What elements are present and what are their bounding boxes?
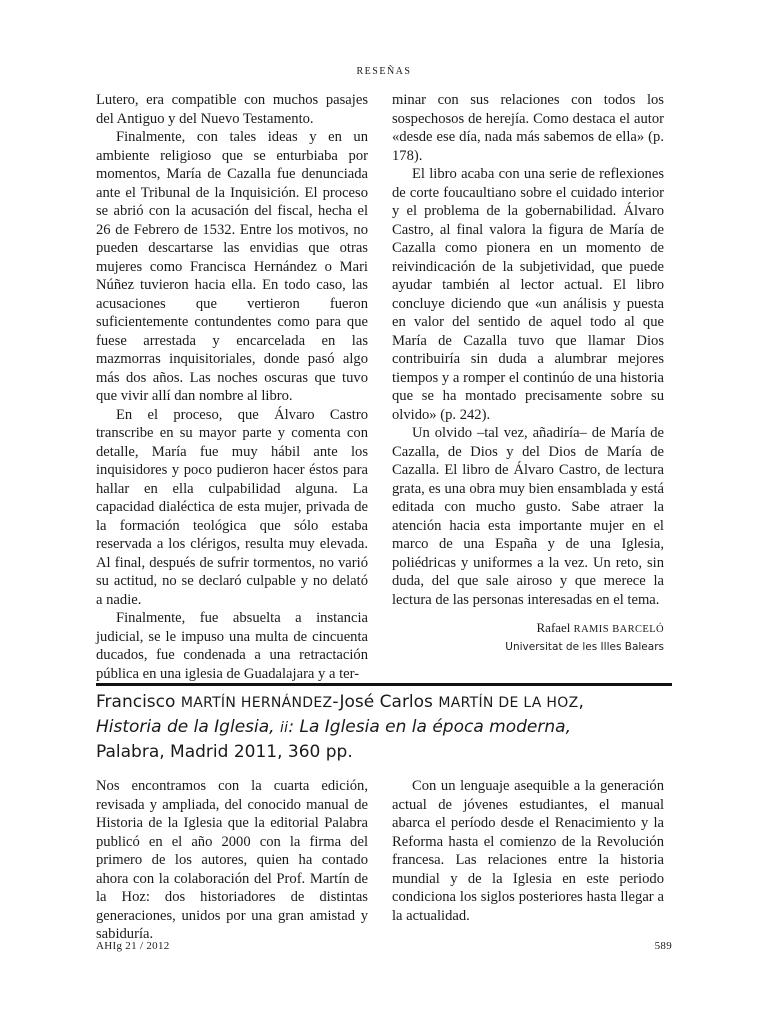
reviewer-name: Rafael RAMIS BARCELÓ bbox=[536, 620, 664, 635]
paragraph: El libro acaba con una serie de reflexiones de corte foucaultiano sobre el cuidado interior y el problema de la gobernabilidad. Álvaro Castro, al final valora la figura de María de Cazalla como pionera en un momento de reivindicación de la subjetividad, que puede ayudar también al lector actual. El libro concluye diciendo que «un análisis y puesta en valor del sentido de aquel todo al que María de Cazalla tuvo que llamar Dios contribuiría sin duda a alumbrar mejores tiempos y a romper el continúo de una historia que se ha montado precisamente sobre su olvido» (p. 242). bbox=[392, 166, 664, 423]
paragraph: Con un lenguaje asequible a la generación actual de jóvenes estudiantes, el manual abarca el período desde el Renacimiento y la Reforma hasta el comienzo de la Revolución francesa. Las relaciones entre la historia mundial y de la Iglesia en este periodo condiciona los siglos posteriores hasta llegar a la actualidad. bbox=[392, 778, 664, 924]
paragraph: Nos encontramos con la cuarta edición, revisada y ampliada, del conocido manual de Historia de la Iglesia que la editorial Palabra publicó en el año 2000 con la firma del primero de los autores, quien ha contado ahora con la colaboración del Prof. Martín de la Hoz: dos historiadores de distintas generaciones, unidos por una gran amistad y sabiduría. bbox=[96, 778, 368, 942]
footer-journal: AHIg 21 / 2012 bbox=[96, 940, 170, 952]
reviewer-signature bbox=[392, 619, 664, 655]
section-divider bbox=[96, 683, 672, 686]
running-head: RESEÑAS bbox=[356, 66, 412, 77]
review2-right-column bbox=[392, 777, 664, 925]
review2-publication-info: Palabra, Madrid 2011, 360 pp. bbox=[96, 742, 353, 762]
reviewer-affiliation: Universitat de les Illes Balears bbox=[505, 641, 664, 653]
review1-right-column bbox=[392, 91, 664, 655]
paragraph: Finalmente, con tales ideas y en un ambiente religioso que se enturbiaba por momentos, María de Cazalla fue denunciada ante el Tribunal de la Inquisición. El proceso se abrió con la acusación del fiscal, hecha el 26 de Febrero de 1532. Entre los motivos, no pueden descartarse las envidias que otras mujeres como Francisca Hernández o Mari Núñez tuvieron hacia ella. En todo caso, las acusaciones que vertieron fueron suficientemente contundentes como para que fuese arrestada y encarcelada en las mazmorras inquisitoriales, donde pasó algo más dos años. Las noches oscuras que tuvo que vivir allí dan nombre al libro. bbox=[96, 129, 368, 404]
review2-authors: Francisco MARTÍN HERNÁNDEZ-José Carlos MARTÍN DE LA HOZ, bbox=[96, 692, 584, 712]
paragraph: En el proceso, que Álvaro Castro transcribe en su mayor parte y comenta con detalle, María fue muy hábil ante los inquisidores y poco pudieron hacer éstos para hallar en ella culpabilidad alguna. La capacidad dialéctica de esta mujer, privada de la formación teológica que sólo estaba reservada a los clérigos, resulta muy elevada. Al final, después de sufrir tormentos, no varió su actitud, no se declaró culpable y no delató a nadie. bbox=[96, 406, 368, 608]
review1-left-column bbox=[96, 91, 368, 683]
paragraph: Lutero, era compatible con muchos pasajes del Antiguo y del Nuevo Testamento. bbox=[96, 92, 368, 127]
footer-page-number: 589 bbox=[654, 940, 672, 952]
review2-book-title: Historia de la Iglesia, ii: La Iglesia en la época moderna, bbox=[96, 717, 571, 737]
paragraph: Finalmente, fue absuelta a instancia judicial, se le impuso una multa de cincuenta ducados, fue condenada a una retractación pública en una iglesia de Guadalajara y a ter- bbox=[96, 610, 368, 682]
paragraph: minar con sus relaciones con todos los sospechosos de herejía. Como destaca el autor «desde ese día, nada más sabemos de ella» (p. 178). bbox=[392, 92, 664, 164]
review2-heading bbox=[96, 690, 686, 764]
review2-left-column bbox=[96, 777, 368, 944]
paragraph: Un olvido –tal vez, añadiría– de María de Cazalla, de Dios y del Dios de María de Cazalla. El libro de Álvaro Castro, de lectura grata, es una obra muy bien ensamblada y está editada con mucho gusto. Sabe atraer la atención hacia esta importante mujer en el marco de una España y de una Iglesia, poliédricas y uniformes a la vez. Un reto, sin duda, del que sale airoso y que merece la lectura de las personas interesadas en el tema. bbox=[392, 425, 664, 608]
